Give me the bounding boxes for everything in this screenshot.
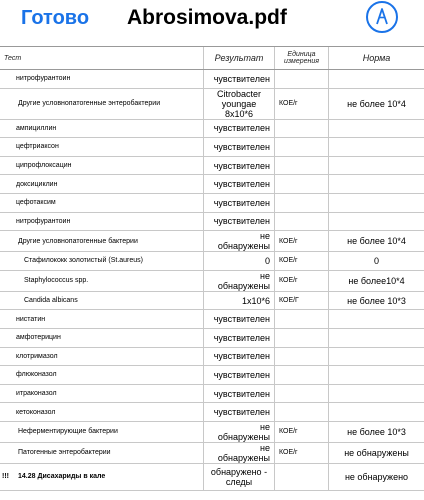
test-name-cell — [0, 347, 204, 366]
norm-cell: не более10*4 — [329, 270, 424, 291]
test-name-cell — [0, 156, 204, 175]
table-row — [0, 119, 424, 138]
result-cell: чувствителен — [204, 212, 275, 231]
result-cell: не обнаружены — [204, 270, 275, 291]
norm-cell: не более 10*3 — [329, 421, 424, 442]
test-name-cell — [0, 403, 204, 422]
result-cell: чувствителен — [204, 119, 275, 138]
result-cell: чувствителен — [204, 70, 275, 89]
table-row — [0, 231, 424, 252]
test-name: Патогенные энтеробактерии — [18, 449, 111, 457]
test-name: амфотерицин — [16, 334, 61, 342]
unit-cell: КОЕ/г — [275, 442, 329, 463]
norm-cell: 0 — [329, 252, 424, 271]
test-name: Другие условнопатогенные энтеробактерии — [18, 100, 161, 108]
test-name-cell — [0, 463, 204, 490]
test-name: Стафилококк золотистый (St.aureus) — [24, 257, 144, 265]
unit-cell — [275, 403, 329, 422]
unit-cell: КОЕ/г — [275, 252, 329, 271]
norm-cell — [329, 70, 424, 89]
test-name: Другие условнопатогенные бактерии — [18, 237, 138, 245]
test-name: Candida albicans — [24, 297, 78, 305]
table-row — [0, 442, 424, 463]
table-row — [0, 403, 424, 422]
table-row — [0, 193, 424, 212]
unit-cell — [275, 70, 329, 89]
unit-cell: КОЕ/г — [275, 270, 329, 291]
unit-cell — [275, 193, 329, 212]
result-cell: чувствителен — [204, 403, 275, 422]
norm-cell — [329, 193, 424, 212]
result-cell: 0 — [204, 252, 275, 271]
test-name-cell — [0, 231, 204, 252]
flag-mark: !!! — [2, 473, 9, 481]
result-cell: чувствителен — [204, 366, 275, 385]
norm-cell — [329, 347, 424, 366]
test-name-cell — [0, 70, 204, 89]
unit-cell: КОЕ/г — [275, 88, 329, 119]
unit-cell — [275, 328, 329, 347]
result-cell: 1x10*6 — [204, 291, 275, 310]
test-name: Staphylococcus spp. — [24, 277, 89, 285]
table-row — [0, 88, 424, 119]
table-row — [0, 421, 424, 442]
test-name: Неферментирующие бактерии — [18, 428, 118, 436]
pdf-viewer-toolbar — [0, 0, 424, 44]
result-cell: обнаружено - следы — [204, 463, 275, 490]
column-header-unit: Единица измерения — [275, 47, 329, 70]
table-row — [0, 310, 424, 329]
unit-cell — [275, 310, 329, 329]
table-row — [0, 291, 424, 310]
result-cell: чувствителен — [204, 156, 275, 175]
norm-cell — [329, 156, 424, 175]
test-name: нитрофурантоин — [16, 75, 71, 83]
table-row — [0, 138, 424, 157]
unit-cell — [275, 212, 329, 231]
table-row — [0, 347, 424, 366]
unit-cell — [275, 119, 329, 138]
result-cell: чувствителен — [204, 138, 275, 157]
table-row — [0, 463, 424, 490]
norm-cell — [329, 138, 424, 157]
unit-cell: КОЕ/Г — [275, 291, 329, 310]
test-name-cell — [0, 212, 204, 231]
unit-cell — [275, 138, 329, 157]
result-cell: Citrobacter youngae 8x10*6 — [204, 88, 275, 119]
test-name-cell — [0, 366, 204, 385]
test-name-cell — [0, 138, 204, 157]
norm-cell — [329, 119, 424, 138]
table-row — [0, 328, 424, 347]
norm-cell — [329, 403, 424, 422]
test-name: 14.28 Дисахариды в кале — [18, 473, 106, 481]
norm-cell — [329, 212, 424, 231]
markup-pen-icon[interactable] — [366, 1, 398, 33]
unit-cell — [275, 156, 329, 175]
test-name-cell — [0, 175, 204, 194]
result-cell: чувствителен — [204, 328, 275, 347]
unit-cell: КОЕ/г — [275, 231, 329, 252]
result-cell: не обнаружены — [204, 442, 275, 463]
column-header-test: Тест — [0, 47, 204, 70]
test-name-cell — [0, 291, 204, 310]
table-row — [0, 252, 424, 271]
test-name-cell — [0, 193, 204, 212]
unit-cell — [275, 347, 329, 366]
test-name-cell — [0, 119, 204, 138]
norm-cell — [329, 310, 424, 329]
norm-cell — [329, 175, 424, 194]
result-cell: чувствителен — [204, 310, 275, 329]
document-title: Abrosimova.pdf — [127, 6, 287, 29]
norm-cell: не обнаружено — [329, 463, 424, 490]
test-name-cell — [0, 88, 204, 119]
test-name: цефтриаксон — [16, 143, 59, 151]
results-table — [0, 46, 424, 491]
test-name-cell — [0, 442, 204, 463]
table-row — [0, 212, 424, 231]
test-name: кетоконазол — [16, 408, 56, 416]
test-name-cell — [0, 384, 204, 403]
table-row — [0, 156, 424, 175]
unit-cell — [275, 463, 329, 490]
norm-cell — [329, 328, 424, 347]
result-cell: чувствителен — [204, 175, 275, 194]
test-name: клотримазол — [16, 352, 58, 360]
table-row — [0, 70, 424, 89]
result-cell: чувствителен — [204, 347, 275, 366]
test-name: ципрофлоксацин — [16, 162, 72, 170]
test-name-cell — [0, 421, 204, 442]
table-row — [0, 366, 424, 385]
norm-cell — [329, 366, 424, 385]
result-cell: чувствителен — [204, 384, 275, 403]
test-name-cell — [0, 310, 204, 329]
test-name: доксициклин — [16, 180, 58, 188]
norm-cell: не обнаружены — [329, 442, 424, 463]
test-name: флюконазол — [16, 371, 57, 379]
table-row — [0, 384, 424, 403]
norm-cell: не более 10*4 — [329, 88, 424, 119]
table-row — [0, 270, 424, 291]
test-name-cell — [0, 270, 204, 291]
results-table-container[interactable] — [0, 46, 424, 500]
table-row — [0, 175, 424, 194]
unit-cell — [275, 175, 329, 194]
test-name: нитрофурантоин — [16, 217, 71, 225]
done-button[interactable]: Готово — [21, 7, 90, 29]
test-name-cell — [0, 328, 204, 347]
result-cell: чувствителен — [204, 193, 275, 212]
unit-cell — [275, 384, 329, 403]
result-cell: не обнаружены — [204, 231, 275, 252]
norm-cell — [329, 384, 424, 403]
test-name: цефотаксим — [16, 199, 56, 207]
test-name: ампициллин — [16, 124, 57, 132]
column-header-result: Результат — [204, 47, 275, 70]
column-header-norm: Норма — [329, 47, 424, 70]
unit-cell — [275, 366, 329, 385]
test-name-cell — [0, 252, 204, 271]
unit-cell: КОЕ/г — [275, 421, 329, 442]
result-cell: не обнаружены — [204, 421, 275, 442]
norm-cell: не более 10*3 — [329, 291, 424, 310]
test-name: итраконазол — [16, 390, 57, 398]
test-name: нистатин — [16, 315, 46, 323]
norm-cell: не более 10*4 — [329, 231, 424, 252]
